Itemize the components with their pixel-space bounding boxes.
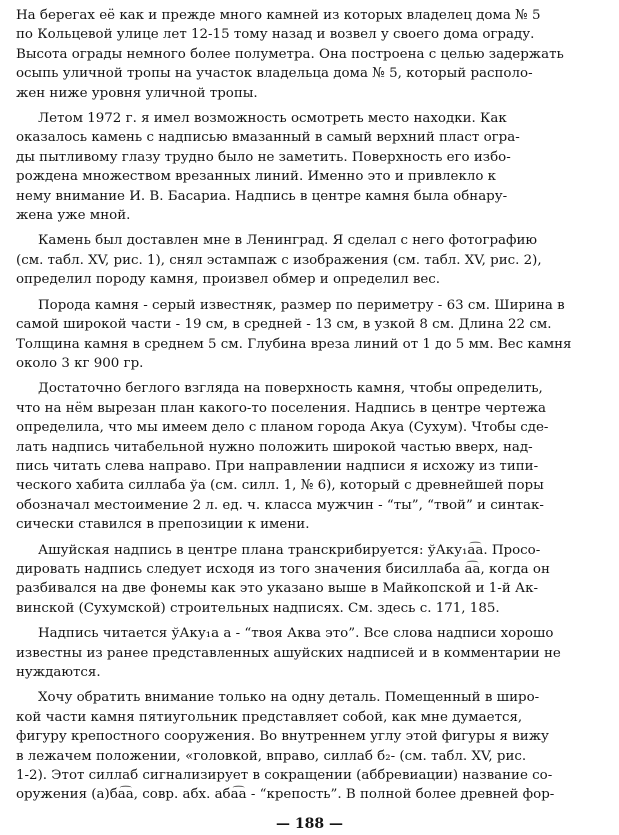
text-line: пись читать слева направо. При направлении надписи я исхожу из типи- [16, 458, 539, 474]
text-line: осыпь уличной тропы на участок владельца дома № 5, который располо- [16, 66, 533, 82]
text-line: определил породу камня, произвел обмер и определил вес. [16, 272, 441, 288]
text-line: ды пытливому глазу трудно было не заметить. Поверхность его избо- [16, 149, 511, 165]
paragraph [16, 109, 605, 225]
text-line: нуждаются. [16, 665, 101, 680]
text-line: обозначал местоимение 2 л. ед. ч. класса мужчин - “ты”, “твой” и синтак- [16, 497, 544, 513]
text-line: Летом 1972 г. я имел возможность осмотреть место находки. Как [38, 111, 507, 127]
text-line: 1-2). Этот силлаб сигнализирует в сокращении (аббревиации) название со- [16, 768, 553, 784]
text-line: Хочу обратить внимание только на одну деталь. Помещенный в широ- [38, 690, 540, 706]
text-line: Высота ограды немного более полуметра. Она построена с целью задержать [16, 46, 564, 62]
text-line: лать надпись читабельной нужно положить широкой частью вверх, над- [16, 439, 533, 455]
paragraph [16, 379, 605, 534]
text-line: оказалось камень с надписью вмазанный в самый верхний пласт огра- [16, 130, 520, 146]
text-line: винской (Сухумской) строительных надписях. См. здесь с. 171, 185. [16, 600, 500, 616]
text-line: нему внимание И. В. Басариа. Надпись в центре камня была обнару- [16, 188, 508, 204]
text-line: по Кольцевой улице лет 12-15 тому назад и возвел у своего дома ограду. [16, 27, 535, 43]
text-line: определила, что мы имеем дело с планом города Акуа (Сухум). Чтобы сде- [16, 420, 549, 436]
text-line: ческого хабита силлаба ўа (см. силл. 1, № 6), который с древнейшей поры [16, 478, 544, 494]
text-line: жен ниже уровня уличной тропы. [16, 85, 258, 101]
paragraph [16, 541, 605, 619]
text-line: разбивался на две фонемы как это указано выше в Майкопской и 1-й Ак- [16, 581, 539, 597]
text-line: дировать надпись следует исходя из того значения бисиллаба а͡а, когда он [16, 561, 550, 577]
page-number: — 188 — [276, 816, 343, 832]
text-line: Ашуйская надпись в центре плана транскрибируется: ўАку₁а͡а. Просо- [38, 542, 541, 558]
text-line: жена уже мной. [16, 208, 131, 224]
paragraph [16, 296, 605, 374]
text-line: Толщина камня в среднем 5 см. Глубина вреза линий от 1 до 5 мм. Вес камня [16, 336, 572, 352]
text-line: известны из ранее представленных ашуйских надписей и в комментарии не [16, 645, 561, 661]
text-body [16, 6, 605, 805]
text-line: оружения (а)ба͡а, совр. абх. аба͡а - “крепость”. В полной более древней фор- [16, 787, 555, 803]
text-line: Достаточно беглого взгляда на поверхность камня, чтобы определить, [38, 381, 543, 397]
text-line: На берегах её как и прежде много камней из которых владелец дома № 5 [16, 8, 541, 23]
text-line: сически ставился в препозиции к имени. [16, 517, 310, 533]
text-line: самой широкой части - 19 см, в средней - 13 см, в узкой 8 см. Длина 22 см. [16, 317, 552, 333]
text-line: Порода камня - серый известняк, размер по периметру - 63 см. Ширина в [38, 297, 565, 313]
text-line: что на нём вырезан план какого-то поселения. Надпись в центре чертежа [16, 400, 546, 416]
paragraph [16, 6, 605, 103]
text-line: около 3 кг 900 гр. [16, 355, 144, 371]
text-line: фигуру крепостного сооружения. Во внутреннем углу этой фигуры я вижу [16, 729, 549, 745]
text-line: в лежачем положении, «головкой, вправо, силлаб б₂- (см. табл. XV, рис. [16, 748, 527, 764]
paragraph [16, 231, 605, 289]
text-line: кой части камня пятиугольник представляет собой, как мне думается, [16, 709, 523, 725]
paragraph [16, 624, 605, 682]
text-line: Надпись читается ўАку₁а а - “твоя Аква это”. Все слова надписи хорошо [38, 626, 554, 642]
text-line: рождена множеством врезанных линий. Именно это и привлекло к [16, 169, 497, 185]
paragraph [16, 688, 605, 804]
text-line: (см. табл. XV, рис. 1), снял эстампаж с изображения (см. табл. XV, рис. 2), [16, 252, 542, 268]
text-line: Камень был доставлен мне в Ленинград. Я сделал с него фотографию [38, 233, 538, 249]
